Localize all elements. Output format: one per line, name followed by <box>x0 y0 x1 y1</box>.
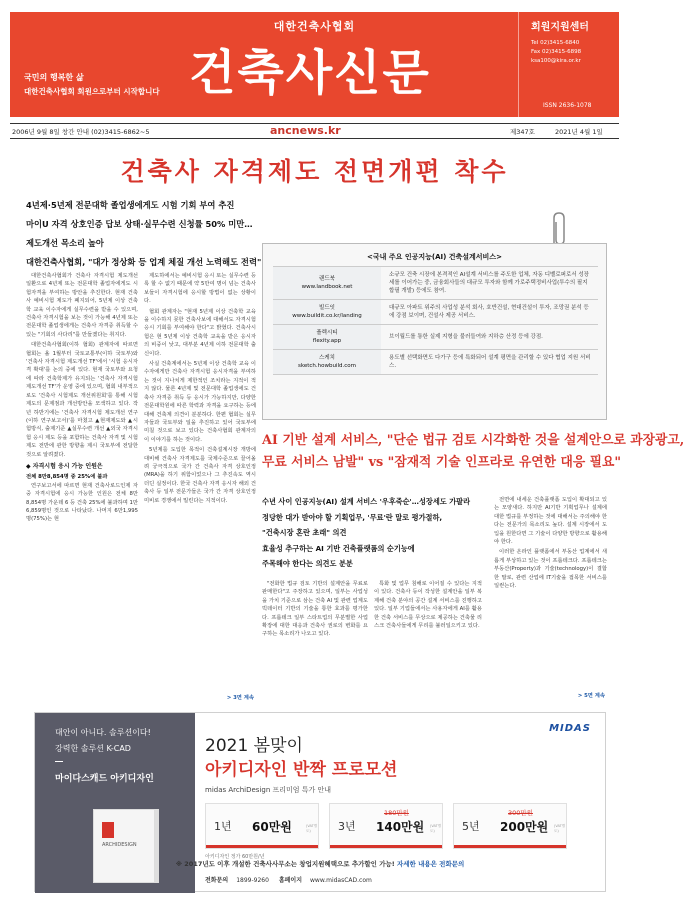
midas-logo: MIDAS <box>549 723 591 734</box>
secondary-headline-line-1: AI 기반 설계 서비스, "단순 법규 검토 시각화한 것을 설계안으로 과장광고, <box>262 433 684 448</box>
service-description: 대규모 아파트 위주의 사업성 분석 회사, 호반건설, 현대건설이 투자, 조망권 분석 등에 강점 보이며, 건설사 제공 서비스. <box>381 300 598 325</box>
continued-link[interactable]: > 3면 계속 <box>226 694 254 701</box>
ad-footnote-cta: 자세한 내용은 전화문의 <box>396 860 465 868</box>
subhead: 수년 사이 인공지능(AI) 설계 서비스 '우후죽순'…성장세도 가팔라 <box>262 497 471 506</box>
plan-vat: (VAT별도) <box>306 824 318 833</box>
plan-price: 60만원 <box>252 820 292 834</box>
service-url: www.landbook.net <box>301 284 353 290</box>
article-column-4 <box>374 580 482 702</box>
secondary-subheads <box>262 494 487 572</box>
ad-product-name: 마이다스캐드 아키디자인 <box>55 774 154 784</box>
ad-contact <box>205 875 605 884</box>
table-row <box>273 300 598 325</box>
table-row <box>273 267 598 300</box>
plan-term: 1년 <box>214 820 232 833</box>
plan-underline <box>206 845 318 848</box>
slogan-line-2: 대한건축사협회 회원으로부터 시작합니다 <box>24 87 160 96</box>
plan-underline <box>454 845 566 848</box>
midas-advertisement[interactable] <box>34 712 606 892</box>
paragraph: 사실 건축계에서는 5년제 이상 건축학 교육 이수자에게만 건축사 자격시험 응시자격을 부여하는 것이 지나치게 제한적인 조치라는 지적이 적지 않다. 물론 4년제 및 전문대학 졸업생에도 건축사 자격증 취득 등 응시가 가능하지만, 다양한 전문대학원에 따른 학력과 자격을 요구하는 등에 대해 건축계 의견이 분분하다. 한편 협회는 실무자들과 국토부와 일을 추진하고 있어 국토부에 미칠 것으로 보고 있다는 건축사협회 관계자의 이 이야기를 하는 것이다. <box>144 361 256 443</box>
service-name: 스케치 <box>319 355 335 361</box>
ad-price-note: 아키디자인 정가 60만원/년 <box>205 854 265 860</box>
plan-original-price: 300만원 <box>508 809 533 817</box>
paragraph: 5년제를 도입한 목적이 건축설계시장 개방에 대비해 건축사 자격제도를 국제수준으로 끌어올려 궁극적으로 국가 간 건축사 자격 상호인정(MRA)을 하기 위함이었으나 그 추진속도 역시 더딘 실정이다. 한국 건축사 자격 응시자 해외 건축사 등 일부 전문가들은 국가 간 자격 상호인정 미비로 경쟁에서 밀린다는 지적이다. <box>144 447 256 504</box>
member-support-center <box>518 12 619 117</box>
service-name: 랜드북 <box>319 276 335 282</box>
ad-footnote <box>35 859 605 872</box>
subhead: 주목해야 한다는 의견도 분분 <box>262 559 353 568</box>
founding-info: 2006년 9월 8일 창간 안내 (02)3415-6862~5 <box>12 128 150 136</box>
association-name: 대한건축사협회 <box>273 20 356 33</box>
service-name-cell <box>273 267 381 300</box>
ai-services-box <box>262 243 607 420</box>
phone-label: 전화문의 <box>205 877 229 884</box>
paragraph: 이러한 온라인 플랫폼에서 부동산 업계에서 새롭게 부상하고 있는 것이 프롭테크다. 프롭테크는 부동산(Property)과 기술(technology)이 결합한 말로, 관련 산업에 IT기술을 접목한 서비스를 일컫는다. <box>494 549 607 590</box>
plan-underline <box>330 845 442 848</box>
site-link[interactable]: ancnews.kr <box>270 124 341 137</box>
paragraph: "전화한 법규 검토 기반의 설계안을 무료로 판매한다"고 주장하고 있으며, 일부는 사업성을 가치 기준으로 삼는 건축 AI 및 관련 업계도 빅데이터 기반의 기술을 통한 효과를 평가한다. 프롭테크 일부 스타트업의 무분별한 사업확장에 대한 대응과 건축사 권로의 변화를 요구하는 목소리가 나오고 있다. <box>262 581 368 638</box>
date-bar <box>10 123 619 139</box>
service-description: 용도별 선택화면도 다가구 등에 특화되어 설계 평면을 관리할 수 있다 협업 지원 서비스. <box>381 350 598 375</box>
subhead: 정당한 대가 받아야 할 기획업무, '무료'란 말로 평가절하, <box>262 512 443 522</box>
plan-price: 140만원 <box>376 820 425 834</box>
secondary-headline-line-2: 무료 서비스 남발" vs "잠재적 기술 인프라로 유연한 대응 필요" <box>262 455 622 470</box>
center-tel: Tel 02)3415-6840 <box>531 40 580 46</box>
article-column-3 <box>262 580 368 702</box>
paragraph: 협회 관계자는 "현재 5년제 이상 건축학 교육을 이수하지 못한 건축사보에 대해서도 자격시험 응시 기회를 부여해야 한다"고 밝혔다. 건축사시험은 현 5년제 이상 건축학 교육을 받은 응시자의 비중이 낮고, 대부분 4년제 이하 전문대학 출신이다. <box>144 308 256 357</box>
center-fax: Fax 02)3415-6898 <box>531 49 582 55</box>
homepage-link[interactable]: www.midasCAD.com <box>310 877 372 884</box>
paragraph: 제도하에서는 예비시험 응시 또는 실무수련 등록 할 수 없기 때문에 약 5만여 명이 넘는 건축사보들이 자격시험에 응시할 방법이 없는 상황이다. <box>144 273 256 305</box>
ad-subtitle: midas ArchiDesign 프리미엄 특가 안내 <box>205 786 332 794</box>
issue-number: 제347호 <box>510 128 535 136</box>
homepage-label: 홈페이지 <box>278 877 303 884</box>
ad-main-panel <box>175 713 605 893</box>
article-column-2 <box>144 272 256 704</box>
secondary-headline <box>262 430 684 474</box>
newspaper-title: 건축사신문 <box>189 45 431 101</box>
service-description: 브이월드를 통한 실제 지형을 불러들여와 지하층 산정 등에 강점. <box>381 325 598 350</box>
subheads <box>26 196 271 272</box>
issn: ISSN 2636-1078 <box>543 102 592 109</box>
service-name: 플렉시티 <box>316 330 338 336</box>
section-heading: ◆ 자격시험 응시 가능 인원은 <box>26 462 103 470</box>
ad-tagline-2: 강력한 솔루션 K-CAD <box>55 744 131 753</box>
ad-footnote-text: ※ 2017년도 이후 개설한 건축사사무소는 창업지원혜택으로 추가할인 가능! <box>175 860 397 868</box>
service-description: 소규모 건축 시장에 본격적인 AI설계 서비스를 주도한 업체, 자동 디벨로퍼로서 성장세를 이어가는 중, 금융회사들의 대규모 투자와 함께 가로주택정비사업(투수의 필지 합필 개발) 등에도 참여. <box>381 267 598 300</box>
center-title: 회원지원센터 <box>531 22 589 33</box>
subhead: 마이U 자격 상호인증 답보 상태·실무수련 신청률 50% 미만… <box>26 219 253 229</box>
issue-date: 2021년 4월 1일 <box>555 128 603 136</box>
masthead <box>10 12 619 117</box>
ad-tagline: 대안이 아니다. 솔루션이다! <box>55 728 151 737</box>
continued-link[interactable]: > 5면 계속 <box>577 692 605 699</box>
article-column-5 <box>494 496 607 702</box>
plan-vat: (VAT별도) <box>554 824 566 833</box>
phone-number[interactable]: 1899-9260 <box>236 877 269 884</box>
subhead: 4년제·5년제 전문대학 졸업생에게도 시험 기회 부여 추진 <box>26 200 235 210</box>
subhead: 대한건축사협회, "대가 정상화 등 업계 체질 개선 노력해도 전력" <box>26 257 262 267</box>
service-name: 빌드잇 <box>319 305 335 311</box>
service-url: www.buildit.co.kr/landing <box>292 313 362 319</box>
article-column-1 <box>26 272 138 704</box>
paragraph: 대한건축사협회(이하 협회) 관계자에 따르면 협회는 올 1월부터 국토교통부(이하 국토부)와 '건축사 자격시험 제도개선 TF'에서 '시험 응시자격 확대'를 논의 중에 있다. 현재 국토부와 요청에 따라 건축학제가 유지되는 '건축사 자격시험 제도개선 TF'가 운영 중에 있으며, 협회 내부적으로도 '건축사 시험제도 개선위원회'를 통해 시험제도의 문제점과 개선방안을 모색하고 있다. 작년 하반기에는 '건축사 자격시험 제도개선 연구(이하 연구보고서)'를 마쳤고 ▲현재제도와 ▲시험방식, 출제기준 ▲실무수련 개선 ▲외국 자격시험 응시 제도 등을 포함하는 건축사 자격 및 시험제도 전반에 관한 방향을 제시 국토부에 전달한 것으로 알려졌다. <box>26 342 138 458</box>
table-row <box>273 325 598 350</box>
plan-term: 5년 <box>462 820 480 833</box>
slogan-line-1: 국민의 행복한 삶 <box>24 73 84 82</box>
ad-title: 2021 봄맞이 <box>205 736 303 756</box>
divider <box>55 761 63 762</box>
paragraph: 연구보고서에 따르면 현재 건축사로드인제 자 중 자격시험에 응시 가능한 인원은 전체 8만8,854명 가운데 6 등 건축 25%에 불과하며 1만6,859명인 것으로 나타났다. 나머지 6만1,995명(75%)는 현 <box>26 482 138 523</box>
paragraph: 특화 및 업무 침해로 이어질 수 있다는 지적이 있다. 건축사 등이 작성한 설계안을 일부 복제해 건축 분야의 공간 설계 서비스를 진행하고 있다. 일부 기업들에서는 사용자에게 AI를 활용한 건축 서비스를 무상으로 제공하는 건축물 리스크 건축사들에게 무리를 불러일으키고 있다. <box>374 581 482 630</box>
subhead: 효율성 추구하는 AI 기반 건축플랫폼의 순기능에 <box>262 543 415 553</box>
subhead: 제도개선 목소리 높아 <box>26 238 104 248</box>
paragraph: 전면에 내세운 건축플랫폼 도입이 확대되고 있는 모양새다. 하지만 AI기반 기획업무나 설계에 대한 법규를 부정하는 것에 대해서는 주의해야 한다는 전문가의 목소리도 높다. 설계 시장에서 도입을 원한다면 그 기술이 다양한 방향으로 활용해야 한다. <box>494 497 607 546</box>
service-url: flexity.app <box>312 338 342 344</box>
main-headline: 건축사 자격제도 전면개편 착수 <box>120 157 509 186</box>
product-logo-icon <box>102 822 114 838</box>
product-box-label: ARCHIDESIGN <box>102 842 137 848</box>
plan-price: 200만원 <box>500 820 549 834</box>
plan-term: 3년 <box>338 820 356 833</box>
paragraph: 대한건축사협회가 건축사 자격시험 제도개선 일환으로 4년제 또는 전문대학 졸업자에게도 시험자격을 부여하는 방안을 추진한다. 현재 건축사 예비시험 제도가 폐지되어, 5년제 이상 건축학 교육 이수자에게 실무수련을 받을 수 있으며, 건축사 자격시험을 보는 것이 가능해 4년제 또는 전문대학 졸업생에게는 건축사 자격증 취득할 수 있는 "기회의 사다리"를 만들겠다는 취지다. <box>26 273 138 338</box>
plan-original-price: 180만원 <box>384 809 409 817</box>
plan-card-3year <box>329 803 443 849</box>
subhead: "건축시장 혼란 초래" 의견 <box>262 528 347 537</box>
plan-card-1year <box>205 803 319 849</box>
service-url: sketch.howbuild.com <box>297 363 357 369</box>
plan-card-5year <box>453 803 567 849</box>
table-row <box>273 350 598 375</box>
service-name-cell <box>273 300 381 325</box>
service-name-cell <box>273 325 381 350</box>
services-box-title: <국내 주요 인공지능(AI) 건축설계서비스> <box>367 253 502 261</box>
plan-vat: (VAT별도) <box>430 824 442 833</box>
section-subheading: 전체 8만8,854명 중 25%에 불과 <box>26 474 108 481</box>
center-email: ksa100@kira.or.kr <box>531 58 581 64</box>
services-table <box>273 266 598 375</box>
service-name-cell <box>273 350 381 375</box>
ad-promo-title: 아키디자인 반짝 프로모션 <box>205 760 398 780</box>
